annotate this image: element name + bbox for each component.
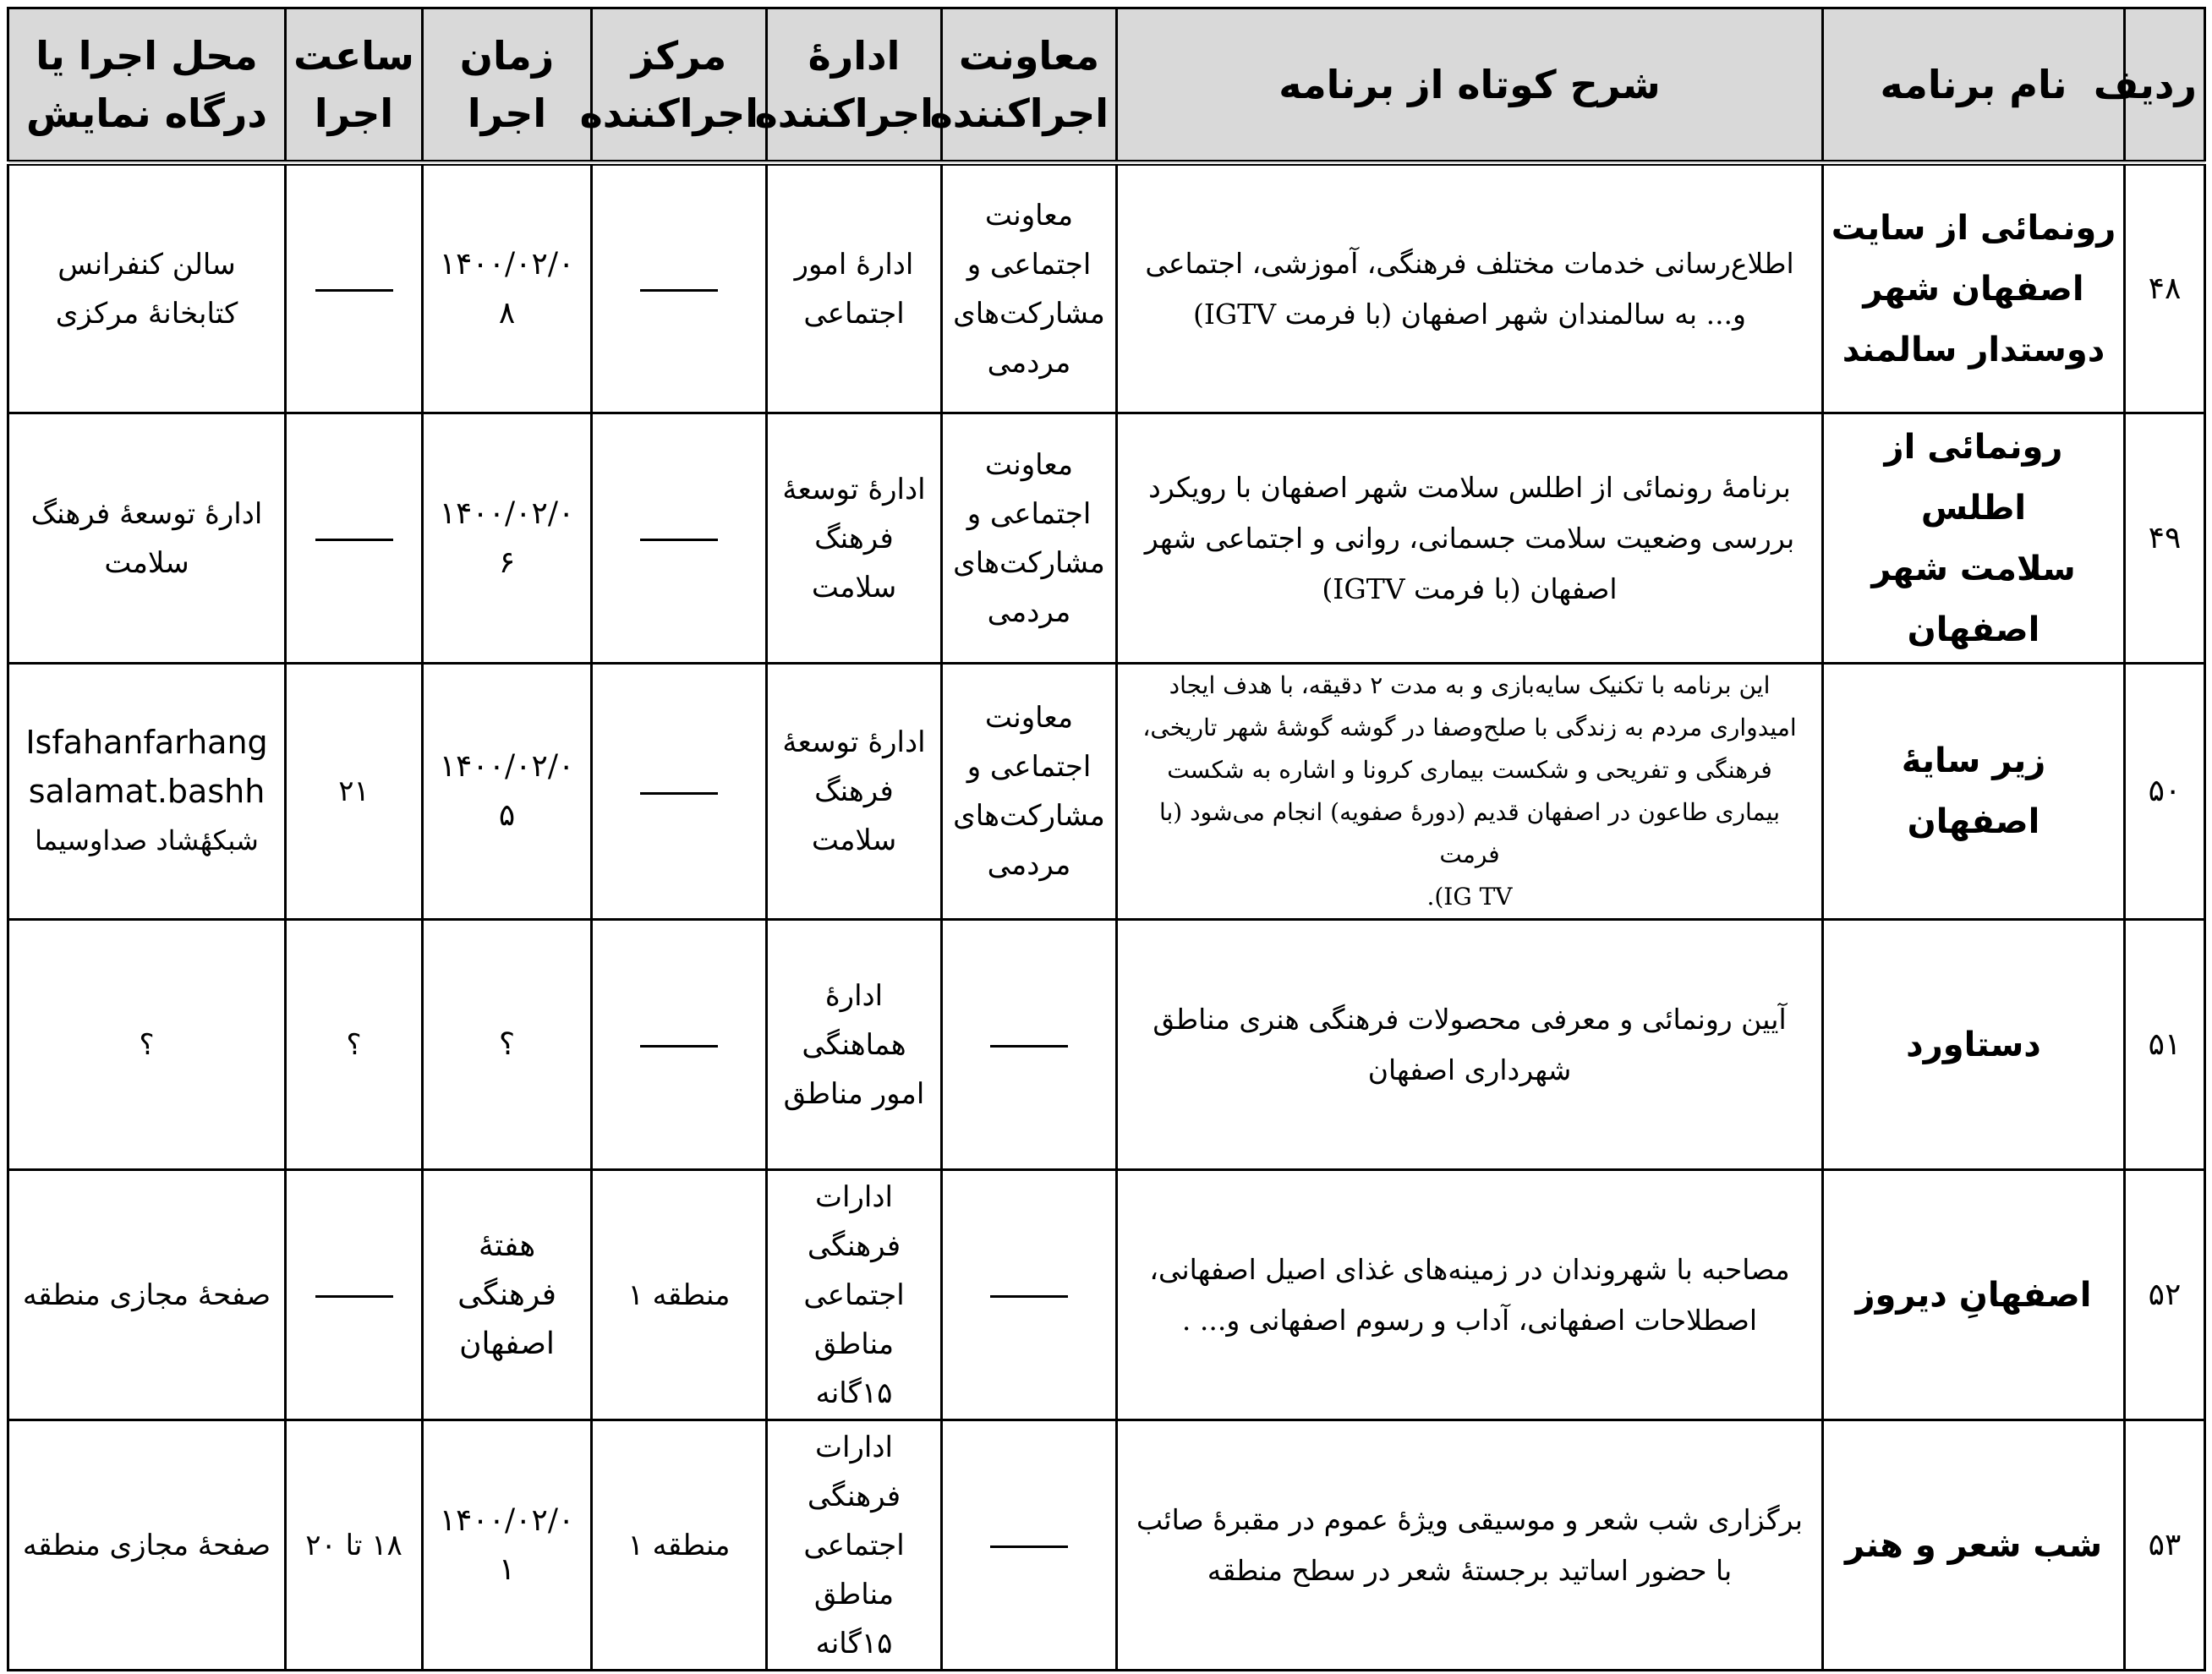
deputy-cell xyxy=(942,1170,1117,1420)
table-row xyxy=(8,1420,2205,1671)
program-description: اطلاع‌رسانی خدمات مختلف فرهنگی، آموزشی، اجتماعی و... به سالمندان شهر اصفهان (با فرمت IGTV) xyxy=(1117,163,1823,413)
deputy-cell: معاونت اجتماعی و مشارکت‌های مردمی xyxy=(942,163,1117,413)
date-cell: ۱۴۰۰/۰۲/۰ ۶ xyxy=(423,413,592,664)
venue-cell: صفحهٔ مجازی منطقه xyxy=(8,1420,286,1671)
header-row-number: ردیف xyxy=(2125,8,2205,163)
office-cell: ادارهٔ هماهنگی امور مناطق xyxy=(767,920,942,1170)
header-row xyxy=(8,8,2205,163)
deputy-cell xyxy=(942,920,1117,1170)
program-description: مصاحبه با شهروندان در زمینه‌های غذای اصیل اصفهانی، اصطلاحات اصفهانی، آداب و رسوم اصفهانی و... . xyxy=(1117,1170,1823,1420)
row-number: ۴۸ xyxy=(2125,163,2205,413)
program-name: رونمائی از اطلس سلامت شهر اصفهان xyxy=(1823,413,2125,664)
row-number: ۵۳ xyxy=(2125,1420,2205,1671)
table-row xyxy=(8,920,2205,1170)
hour-cell: ؟ xyxy=(286,920,423,1170)
deputy-cell: معاونت اجتماعی و مشارکت‌های مردمی xyxy=(942,664,1117,920)
center-cell xyxy=(592,163,767,413)
hour-cell xyxy=(286,163,423,413)
program-name: رونمائی از سایت اصفهان شهر دوستدار سالمند xyxy=(1823,163,2125,413)
header-description: شرح کوتاه از برنامه xyxy=(1117,8,1823,163)
deputy-cell xyxy=(942,1420,1117,1671)
hour-cell xyxy=(286,413,423,664)
office-cell: ادارهٔ امور اجتماعی xyxy=(767,163,942,413)
program-description: برنامهٔ رونمائی از اطلس سلامت شهر اصفهان با رویکرد بررسی وضعیت سلامت جسمانی، روانی و اجتماعی شهر اصفهان (با فرمت IGTV) xyxy=(1117,413,1823,664)
header-hour: ساعت اجرا xyxy=(286,8,423,163)
instagram-handle-line2: salamat.bashh xyxy=(28,773,266,810)
row-number: ۵۱ xyxy=(2125,920,2205,1170)
header-center: مرکز اجراکننده xyxy=(592,8,767,163)
empty-dash xyxy=(640,289,718,292)
date-cell: هفتهٔ فرهنگی اصفهان xyxy=(423,1170,592,1420)
program-table xyxy=(7,7,2206,1671)
row-number: ۵۰ xyxy=(2125,664,2205,920)
office-cell: ادارات فرهنگی اجتماعی مناطق ۱۵گانه xyxy=(767,1420,942,1671)
deputy-cell: معاونت اجتماعی و مشارکت‌های مردمی xyxy=(942,413,1117,664)
venue-cell xyxy=(8,664,286,920)
date-cell: ؟ xyxy=(423,920,592,1170)
table-row xyxy=(8,664,2205,920)
date-cell: ۱۴۰۰/۰۲/۰ ۱ xyxy=(423,1420,592,1671)
center-cell xyxy=(592,920,767,1170)
date-cell: ۱۴۰۰/۰۲/۰ ۵ xyxy=(423,664,592,920)
program-description: آیین رونمائی و معرفی محصولات فرهنگی هنری مناطق شهرداری اصفهان xyxy=(1117,920,1823,1170)
hour-cell: ۲۱ xyxy=(286,664,423,920)
venue-cell: سالن کنفرانس کتابخانهٔ مرکزی xyxy=(8,163,286,413)
empty-dash xyxy=(315,1295,393,1298)
row-number: ۴۹ xyxy=(2125,413,2205,664)
program-description: برگزاری شب شعر و موسیقی ویژهٔ عموم در مقبرهٔ صائب با حضور اساتید برجستهٔ شعر در سطح منطقه xyxy=(1117,1420,1823,1671)
empty-dash xyxy=(640,539,718,541)
table-row xyxy=(8,163,2205,413)
program-table-container xyxy=(7,7,2204,1666)
center-cell xyxy=(592,413,767,664)
office-cell: ادارات فرهنگی اجتماعی مناطق ۱۵گانه xyxy=(767,1170,942,1420)
center-cell xyxy=(592,664,767,920)
empty-dash xyxy=(990,1545,1068,1548)
hour-cell xyxy=(286,1170,423,1420)
header-deputy: معاونت اجراکننده xyxy=(942,8,1117,163)
table-row xyxy=(8,413,2205,664)
venue-cell: ؟ xyxy=(8,920,286,1170)
venue-cell: صفحهٔ مجازی منطقه xyxy=(8,1170,286,1420)
empty-dash xyxy=(990,1295,1068,1298)
empty-dash xyxy=(315,539,393,541)
empty-dash xyxy=(990,1045,1068,1048)
venue-cell: ادارهٔ توسعهٔ فرهنگ سلامت xyxy=(8,413,286,664)
tv-channel: شبکهٔشاد صداوسیما xyxy=(35,824,259,856)
empty-dash xyxy=(315,289,393,292)
empty-dash xyxy=(640,792,718,795)
program-name: زیر سایهٔ اصفهان xyxy=(1823,664,2125,920)
office-cell: ادارهٔ توسعهٔ فرهنگ سلامت xyxy=(767,664,942,920)
empty-dash xyxy=(640,1045,718,1048)
date-cell: ۱۴۰۰/۰۲/۰ ۸ xyxy=(423,163,592,413)
center-cell: منطقه ۱ xyxy=(592,1170,767,1420)
center-cell: منطقه ۱ xyxy=(592,1420,767,1671)
program-name: اصفهانِ دیروز xyxy=(1823,1170,2125,1420)
row-number: ۵۲ xyxy=(2125,1170,2205,1420)
header-office: ادارهٔ اجراکننده xyxy=(767,8,942,163)
program-description: این برنامه با تکنیک سایه‌بازی و به مدت ۲ دقیقه، با هدف ایجاد امیدواری مردم به زندگی با صلح‌وصفا در گوشه گوشهٔ شهر تاریخی، فرهنگی و تفریحی و شکست بیماری کرونا و اشاره به شکست بیماری طاعون در اصفهان قدیم (دورهٔ صفویه) انجام می‌شود (با فرمت IG TV). xyxy=(1117,664,1823,920)
program-name: دستاورد xyxy=(1823,920,2125,1170)
instagram-handle-line1: Isfahanfarhang xyxy=(25,724,268,761)
table-row xyxy=(8,1170,2205,1420)
program-name: شب شعر و هنر xyxy=(1823,1420,2125,1671)
hour-cell: ۱۸ تا ۲۰ xyxy=(286,1420,423,1671)
header-date: زمان اجرا xyxy=(423,8,592,163)
office-cell: ادارهٔ توسعهٔ فرهنگ سلامت xyxy=(767,413,942,664)
header-venue: محل اجرا یا درگاه نمایش xyxy=(8,8,286,163)
header-program-name: نام برنامه xyxy=(1823,8,2125,163)
